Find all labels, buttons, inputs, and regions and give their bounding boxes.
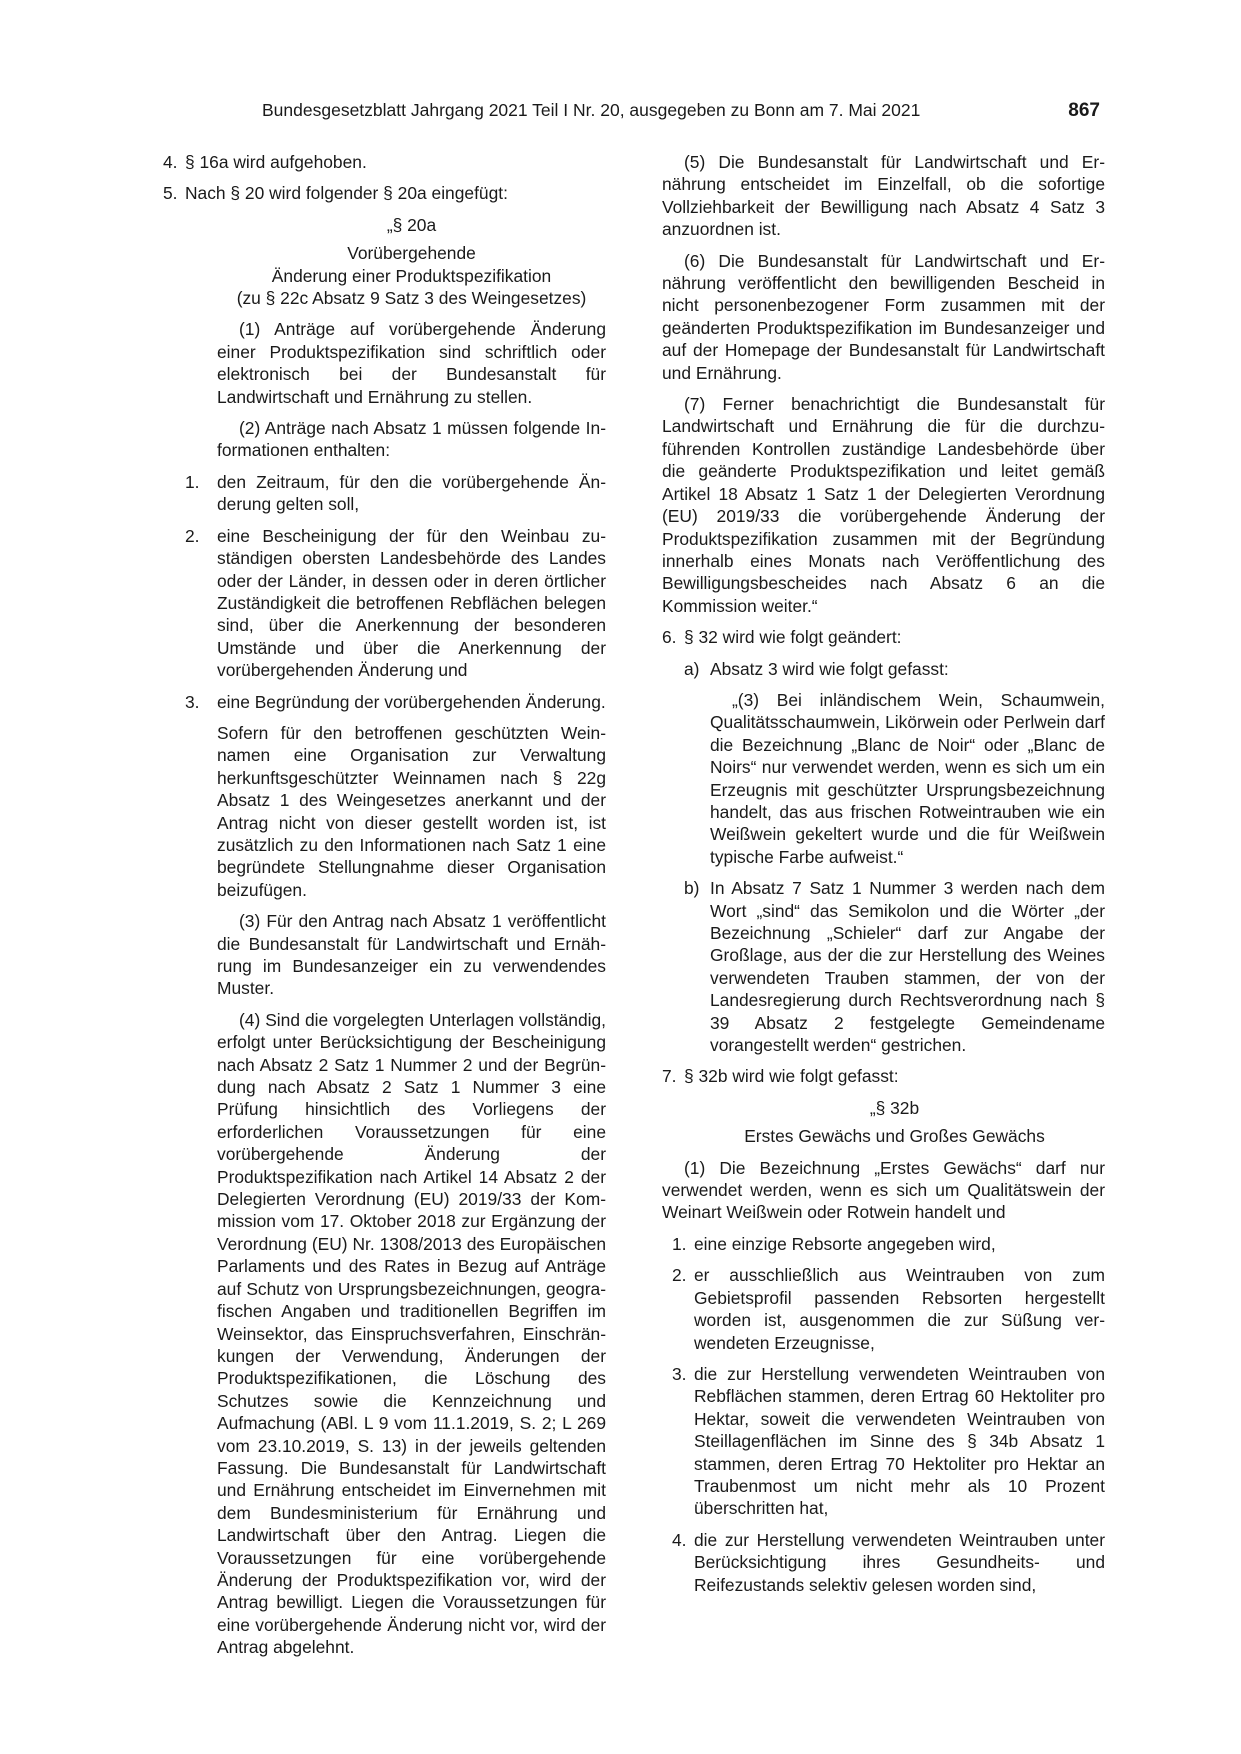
item-number: 1.: [185, 471, 200, 492]
section-heading-line: (zu § 22c Absatz 9 Satz 3 des Weingesetzes): [236, 288, 587, 309]
item-text: Absatz 3 wird wie folgt gefasst:: [710, 658, 949, 679]
item-text: § 32 wird wie folgt geändert:: [684, 627, 902, 648]
item-text: die zur Herstellung verwendeten Weintrauben von Rebflächen stammen, deren Ertrag 60 Hektoliter pro Hektar, soweit die verwendeten Weintrauben von Steillagenflächen im Sinne des § 34b Absatz 1 stammen, deren Ertrag 70 Hektoliter pro Hektar an Traubenmost um nicht mehr als 10 Prozent überschritten hat,: [694, 1363, 1105, 1519]
sub-item-a: [662, 658, 1105, 680]
list-item-4: [163, 151, 606, 173]
item-number: 3.: [672, 1363, 687, 1384]
item-text: eine einzige Rebsorte angegeben wird,: [694, 1233, 996, 1254]
item-number: 3.: [185, 691, 200, 712]
list-item-5: [163, 182, 606, 204]
item-number: 4.: [163, 152, 178, 172]
item-text: eine Bescheinigung der für den Weinbau zuständigen obersten Landesbehörde des Landes oder der Länder, in dessen oder in deren örtlicher Zuständigkeit die betroffenen Rebflächen belegen sind, über die Anerkennung der besonderen Umstände und über die Anerkennung der vorübergehenden Änderung und: [217, 525, 606, 681]
paragraph-32b-abs1: (1) Die Bezeichnung „Erstes Gewächs“ darf nur verwendet werden, wenn es sich um Qualitätswein der Weinart Weißwein oder Rotwein handelt und: [662, 1157, 1105, 1223]
sub-item-b: [662, 877, 1105, 1056]
gazette-title: Bundesgesetzblatt Jahrgang 2021 Teil I Nr. 20, ausgegeben zu Bonn am 7. Mai 2021: [262, 100, 921, 120]
paragraph-abs4: (4) Sind die vorgelegten Unterlagen vollständig, erfolgt unter Berücksichtigung der Bescheinigung nach Absatz 2 Satz 1 Nummer 2 und der Begründung nach Absatz 2 Satz 1 Nummer 3 eine Prüfung hinsichtlich des Vorliegens der erforderlichen Voraussetzungen für eine vorübergehende Änderung der Produktspezifikation nach Artikel 14 Absatz 2 der Delegierten Verordnung (EU) 2019/33 der Kommission vom 17. Oktober 2018 zur Ergänzung der Verordnung (EU) Nr. 1308/2013 des Europäischen Parlaments und des Rates in Bezug auf Anträge auf Schutz von Ursprungsbezeichnungen, geografischen Angaben und traditionellen Begriffen im Weinsektor, das Einspruchsverfahren, Einschränkungen der Verwendung, Änderungen der Produktspezifikationen, die Löschung des Schutzes sowie die Kennzeichnung und Aufmachung (ABl. L 9 vom 11.1.2019, S. 2; L 269 vom 23.10.2019, S. 13) in der jeweils geltenden Fassung. Die Bundesanstalt für Landwirtschaft und Ernährung entscheidet im Einvernehmen mit dem Bundesministerium für Ernährung und Landwirtschaft über den Antrag. Liegen die Voraussetzungen für eine vorübergehende Änderung der Produktspezifikation vor, wird der Antrag bewilligt. Liegen die Voraussetzungen für eine vorübergehende Änderung nicht vor, wird der Antrag abgelehnt.: [217, 1009, 606, 1658]
paragraph-abs5: (5) Die Bundesanstalt für Landwirtschaft und Ernährung entscheidet im Einzelfall, ob die sofortige Vollziehbarkeit der Bewilligung nach Absatz 4 Satz 3 anzuordnen ist.: [662, 152, 1105, 240]
list-item-7: [662, 1065, 1105, 1087]
item-number: 4.: [672, 1529, 687, 1550]
enum-item-2: [163, 525, 606, 682]
item-text: den Zeitraum, für den die vorübergehende Änderung gelten soll,: [217, 471, 606, 515]
right-column: [662, 151, 1105, 1605]
page-number: 867: [1068, 100, 1100, 121]
item-text: er ausschließlich aus Weintrauben von zum Gebietsprofil passenden Rebsorten hergestellt worden ist, ausgenommen die zur Süßung verwendeten Erzeugnisse,: [694, 1265, 1105, 1353]
item-text: In Absatz 7 Satz 1 Nummer 3 werden nach dem Wort „sind“ das Semikolon und die Wörter „der Bezeichnung „Schieler“ darf zur Angabe der Großlage, aus der die zur Herstellung des Weines verwendeten Trauben stammen, der von der Landesregierung durch Rechtsverordnung nach § 39 Absatz 2 festgelegte Gemeindename vorangestellt werden“ gestrichen.: [710, 878, 1105, 1056]
item-text: die zur Herstellung verwendeten Weintrauben unter Berücksichtigung ihres Gesundheits- und Reifezustands selektiv gelesen worden sind,: [694, 1529, 1105, 1595]
item-text: Nach § 20 wird folgender § 20a eingefügt:: [185, 183, 508, 204]
item-number: 5.: [163, 183, 178, 204]
item-number: 1.: [672, 1233, 687, 1254]
paragraph-sofern: Sofern für den betroffenen geschützten Weinnamen eine Organisation zur Verwaltung herkunftsgeschützter Weinnamen nach § 22g Absatz 1 des Weingesetzes anerkannt und der Antrag nicht von dieser gestellt worden ist, ist zusätzlich zu den Informationen nach Satz 1 eine begründete Stellungnahme dieser Organisation beizufügen.: [217, 722, 606, 900]
left-column: [163, 151, 606, 1668]
item-text: § 16a wird aufgehoben.: [185, 152, 367, 172]
item-text: § 32b wird wie folgt gefasst:: [684, 1066, 899, 1087]
item-letter: a): [684, 658, 700, 679]
enum-item-4: [662, 1529, 1105, 1596]
paragraph-abs7: (7) Ferner benachrichtigt die Bundesanstalt für Landwirtschaft und Ernährung die für die durchzuführenden Kontrollen zuständige Landesbehörde über die geänderte Produktspezifikation und leitet gemäß Artikel 18 Absatz 1 Satz 1 der Delegierten Verordnung (EU) 2019/33 die vorübergehende Änderung der Produktspezifikation zusammen mit der Begründung innerhalb eines Monats nach Veröffentlichung des Bewilligungsbescheides nach Absatz 6 an die Kommission weiter.“: [662, 394, 1105, 616]
list-item-6: [662, 626, 1105, 648]
section-mark-20a: „§ 20a: [386, 214, 437, 235]
enum-item-1: [662, 1233, 1105, 1255]
item-number: 6.: [662, 627, 677, 648]
item-number: 7.: [662, 1066, 677, 1087]
page-header: [262, 98, 1100, 123]
section-mark-32b: „§ 32b: [869, 1097, 920, 1118]
paragraph-abs6: (6) Die Bundesanstalt für Landwirtschaft und Ernährung veröffentlicht den bewilligenden Bescheid in nicht personenbezogener Form zusammen mit der geänderten Produktspezifikation im Bundesanzeiger und auf der Homepage der Bundesanstalt für Landwirtschaft und Ernährung.: [662, 250, 1105, 383]
enum-item-3: [662, 1363, 1105, 1520]
enum-item-2: [662, 1264, 1105, 1354]
item-number: 2.: [185, 525, 200, 546]
section-heading-line: Änderung einer Produktspezifikation: [271, 265, 552, 286]
enum-item-1: [163, 471, 606, 516]
paragraph-abs3: (3) Für den Antrag nach Absatz 1 veröffentlicht die Bundesanstalt für Landwirtschaft und Ernährung im Bundesanzeiger ein zu verwendendes Muster.: [217, 911, 606, 999]
paragraph-abs2: (2) Anträge nach Absatz 1 müssen folgende Informationen enthalten:: [217, 418, 606, 461]
item-text: eine Begründung der vorübergehenden Änderung.: [217, 691, 606, 712]
paragraph-abs1: (1) Anträge auf vorübergehende Änderung einer Produktspezifikation sind schriftlich oder elektronisch bei der Bundesanstalt für Landwirtschaft und Ernährung zu stellen.: [217, 319, 606, 407]
enum-item-3: [163, 691, 606, 713]
item-letter: b): [684, 878, 700, 899]
quoted-abs3: „(3) Bei inländischem Wein, Schaumwein, Qualitätsschaumwein, Likörwein oder Perlwein darf die Bezeichnung „Blanc de Noir“ oder „Blanc de Noirs“ nur verwendet werden, wenn es sich um ein Erzeugnis mit geschützter Ursprungsbezeichnung handelt, das aus frischen Rotweintrauben wie ein Weißwein gekeltert wurde und die für Weißwein typische Farbe aufweist.“: [710, 689, 1105, 867]
section-heading-32b: Erstes Gewächs und Großes Gewächs: [744, 1126, 1045, 1147]
section-heading-line: Vorübergehende: [347, 243, 476, 264]
item-number: 2.: [672, 1265, 687, 1286]
